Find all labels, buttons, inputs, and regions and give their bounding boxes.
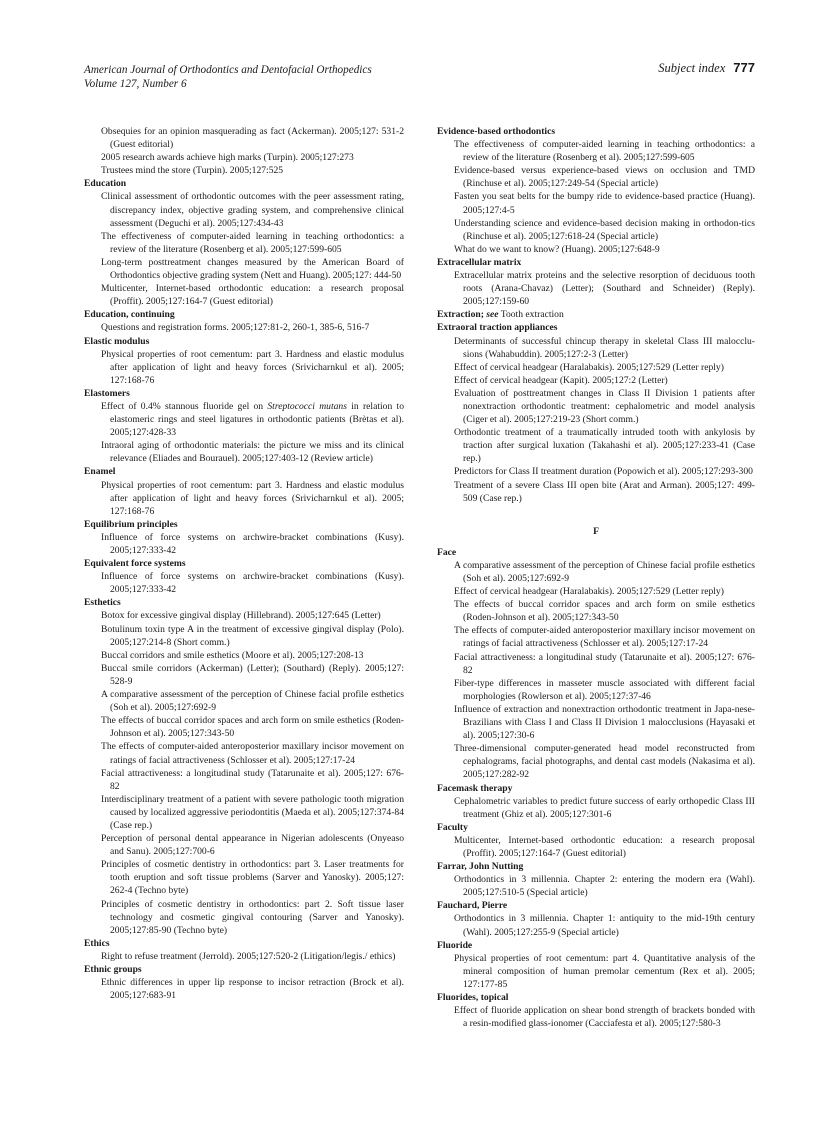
index-heading: [437, 308, 755, 321]
index-entry: Effect of cervical headgear (Haralabakis). 2005;127:529 (Letter reply): [454, 586, 724, 598]
index-heading: Equilibrium principles: [84, 518, 178, 530]
index-entry: A comparative assessment of the perception of Chinese facial profile esthetics (Soh et al). 2005;127:692-9: [101, 689, 404, 714]
index-entry: Physical properties of root cementum: part 4. Quantitative analysis of the mineral composition of human premolar cementum (Rex et al). 2005; 127:177-85: [454, 952, 755, 990]
index-heading: Education, continuing: [84, 309, 175, 321]
index-entry: Intraoral aging of orthodontic materials: the picture we miss and its clinical relevance (Eliades and Bourauel). 2005;127:403-12 (Review article): [101, 440, 404, 465]
index-entry: Influence of force systems on archwire-bracket combinations (Kusy). 2005;127:333-42: [101, 531, 404, 556]
index-entry: Treatment of a severe Class III open bite (Arat and Arman). 2005;127: 499-509 (Case rep.): [454, 479, 755, 504]
index-entry: Determinants of successful chincup therapy in skeletal Class III malocclu-sions (Wahabuddin). 2005;127:2-3 (Letter): [454, 335, 755, 360]
page-number: 777: [733, 60, 755, 75]
running-header-left: [84, 63, 372, 91]
volume-number: Volume 127, Number 6: [84, 78, 187, 90]
index-heading: Esthetics: [84, 597, 121, 609]
index-entry: Botox for excessive gingival display (Hillebrand). 2005;127:645 (Letter): [101, 610, 381, 622]
index-entry: The effectiveness of computer-aided learning in teaching orthodontics: a review of the literature (Rosenberg et al). 2005;127:599-605: [454, 139, 755, 164]
text-segment: in relation to elastomeric rings and steel ligatures in orthodontic patients (Brètas et al). 2005;127:428-33: [110, 400, 404, 439]
index-entry: Evidence-based versus experience-based views on occlusion and TMD (Rinchuse et al). 2005;127:249-54 (Special article): [454, 165, 755, 190]
index-heading: Face: [437, 546, 457, 558]
italic-text: Streptococci mutans: [267, 400, 347, 412]
index-entry: Interdisciplinary treatment of a patient with severe pathologic tooth migration caused by localized aggressive periodontitis (Maeda et al). 2005;127:374-84 (Case rep.): [101, 793, 404, 831]
index-entry: Facial attractiveness: a longitudinal study (Tatarunaite et al). 2005;127: 676-82: [454, 651, 755, 676]
index-entry: Influence of extraction and nonextraction orthodontic treatment in Japa-nese-Brazilians with Class I and Class II Division 1 malocclusions (Hayasaki et al). 2005;127:30-6: [454, 703, 755, 742]
index-entry: Principles of cosmetic dentistry in orthodontics: part 2. Soft tissue laser technology and cosmetic gingival contouring (Sarver and Yanosky). 2005;127:85-90 (Techno byte): [101, 898, 404, 936]
index-entry: Long-term posttreatment changes measured by the American Board of Orthodontics objective grading system (Nett and Huang). 2005;127: 444-50: [101, 256, 404, 282]
index-entry: The effects of computer-aided anteroposterior maxillary incisor movement on ratings of facial attractiveness (Schlosser et al). 2005;127:17-24: [454, 625, 755, 650]
index-heading: Fluorides, topical: [437, 992, 509, 1003]
index-entry: A comparative assessment of the perception of Chinese facial profile esthetics (Soh et al). 2005;127:692-9: [454, 559, 755, 584]
index-entry: Botulinum toxin type A in the treatment of excessive gingival display (Polo). 2005;127:214-8 (Short comm.): [101, 623, 404, 648]
index-heading: Extracellular matrix: [437, 256, 522, 268]
index-entry: Right to refuse treatment (Jerrold). 2005;127:520-2 (Litigation/legis./ ethics): [101, 950, 396, 962]
index-entry: Buccal corridors and smile esthetics (Moore et al). 2005;127:208-13: [101, 649, 364, 661]
index-entry: Effect of cervical headgear (Kapit). 2005;127:2 (Letter): [454, 374, 668, 386]
index-entry: Three-dimensional computer-generated head model reconstructed from cephalograms, facial photographs, and dental cast models (Nakasima et al). 2005;127:282-92: [454, 743, 755, 781]
index-entry: The effects of buccal corridor spaces and arch form on smile esthetics (Roden-Johnson et al). 2005;127:343-50: [101, 715, 404, 740]
text-segment: Extraction;: [437, 309, 487, 321]
index-entry: Principles of cosmetic dentistry in orthodontics: part 3. Laser treatments for tooth eruption and soft tissue problems (Sarver and Yanosky). 2005;127: 262-4 (Techno byte): [101, 859, 404, 897]
index-entry: The effectiveness of computer-aided learning in teaching orthodontics: a review of the literature (Rosenberg et al). 2005;127:599-605: [101, 230, 404, 255]
index-heading: Extraoral traction appliances: [437, 322, 558, 334]
index-entry: Trustees mind the store (Turpin). 2005;127:525: [101, 165, 284, 177]
index-heading: Enamel: [84, 466, 116, 478]
index-heading: Faculty: [437, 821, 468, 833]
index-entry: Orthodontics in 3 millennia. Chapter 1: antiquity to the mid-19th century (Wahl). 2005;127:255-9 (Special article): [454, 913, 755, 938]
text-segment: Effect of 0.4% stannous fluoride gel on: [101, 400, 268, 412]
index-entry: Orthodontic treatment of a traumatically intruded tooth with ankylosis by traction after surgical luxation (Takahashi et al). 2005;127:233-41 (Case rep.): [454, 427, 755, 465]
index-entry: Obsequies for an opinion masquerading as fact (Ackerman). 2005;127: 531-2 (Guest editorial): [101, 126, 404, 151]
index-entry: Fiber-type differences in masseter muscle associated with different facial morphologies (Rowlerson et al). 2005;127:37-46: [454, 677, 755, 702]
right-column: [437, 125, 755, 1030]
index-entry: Understanding science and evidence-based decision making in orthodon-tics (Rinchuse et al). 2005;127:618-24 (Special article): [454, 217, 755, 242]
index-heading: Elastic modulus: [84, 335, 150, 347]
index-heading: Elastomers: [84, 387, 130, 399]
index-entry: Buccal smile corridors (Ackerman) (Letter); (Southard) (Reply). 2005;127: 528-9: [101, 662, 404, 687]
index-heading: Ethnic groups: [84, 964, 142, 975]
left-column: [84, 125, 404, 1002]
index-entry: Questions and registration forms. 2005;127:81-2, 260-1, 385-6, 516-7: [101, 322, 370, 334]
index-entry: Evaluation of posttreatment changes in Class II Division 1 patients after nonextraction orthodontic treatment: cephalometric and model analysis (Ciger et al). 2005;127:219-23 (Short comm.): [454, 387, 755, 426]
index-entry: Effect of fluoride application on shear bond strength of brackets bonded with a resin-modified glass-ionomer (Cacciafesta et al). 2005;127:580-3: [454, 1005, 755, 1030]
section-title: Subject index: [658, 61, 726, 75]
index-entry: Clinical assessment of orthodontic outcomes with the peer assessment rating, discrepancy index, objective grading system, and comprehensive clinical assessment (Deguchi et al). 2005;127:434-43: [101, 191, 404, 229]
italic-text: see: [486, 309, 499, 321]
index-entry: Influence of force systems on archwire-bracket combinations (Kusy). 2005;127:333-42: [101, 571, 404, 596]
index-heading: Evidence-based orthodontics: [437, 126, 556, 137]
index-entry: What do we want to know? (Huang). 2005;127:648-9: [454, 243, 660, 255]
index-entry: Multicenter, Internet-based orthodontic education: a research proposal (Proffit). 2005;127:164-7 (Guest editorial): [454, 834, 755, 859]
index-entry: Predictors for Class II treatment duration (Popowich et al). 2005;127:293-300: [454, 466, 753, 478]
index-entry: Fasten you seat belts for the bumpy ride to evidence-based practice (Huang). 2005;127:4-5: [454, 191, 755, 216]
text-segment: Tooth extraction: [498, 309, 564, 321]
index-entry: [84, 400, 404, 439]
letter-divider: F: [593, 525, 599, 537]
index-entry: The effects of computer-aided anteroposterior maxillary incisor movement on ratings of facial attractiveness (Schlosser et al). 2005;127:17-24: [101, 741, 404, 766]
index-entry: Physical properties of root cementum: part 3. Hardness and elastic modulus after application of light and heavy forces (Srivicharnkul et al). 2005; 127:168-76: [101, 479, 404, 517]
running-header-right: [658, 61, 755, 75]
index-entry: The effects of buccal corridor spaces and arch form on smile esthetics (Roden-Johnson et al). 2005;127:343-50: [454, 599, 755, 624]
index-heading: Facemask therapy: [437, 782, 513, 794]
index-heading: Fluoride: [437, 939, 473, 951]
journal-title: American Journal of Orthodontics and Dentofacial Orthopedics: [84, 64, 372, 76]
index-entry: Facial attractiveness: a longitudinal study (Tatarunaite et al). 2005;127: 676-82: [101, 767, 404, 792]
index-entry: Cephalometric variables to predict future success of early orthopedic Class III treatment (Ghiz et al). 2005;127:301-6: [454, 795, 755, 820]
index-entry: Orthodontics in 3 millennia. Chapter 2: entering the modern era (Wahl). 2005;127:510-5 (Special article): [454, 874, 755, 899]
index-entry: Perception of personal dental appearance in Nigerian adolescents (Onyeaso and Sanu). 2005;127:700-6: [101, 833, 404, 858]
index-entry: Effect of cervical headgear (Haralabakis). 2005;127:529 (Letter reply): [454, 361, 724, 373]
index-heading: Ethics: [84, 937, 110, 949]
index-heading: Farrar, John Nutting: [437, 861, 524, 873]
index-heading: Education: [84, 178, 127, 190]
index-heading: Fauchard, Pierre: [437, 900, 508, 912]
index-entry: Ethnic differences in upper lip response to incisor retraction (Brock et al). 2005;127:683-91: [101, 977, 404, 1002]
index-entry: Multicenter, Internet-based orthodontic education: a research proposal (Proffit). 2005;127:164-7 (Guest editorial): [101, 283, 404, 308]
index-entry: 2005 research awards achieve high marks (Turpin). 2005;127:273: [101, 152, 354, 164]
index-entry: Extracellular matrix proteins and the selective resorption of deciduous tooth roots (Arana-Chavaz) (Letter); (Southard and Schneider) (Reply). 2005;127:159-60: [454, 270, 755, 308]
index-heading: Equivalent force systems: [84, 558, 186, 570]
index-entry: Physical properties of root cementum: part 3. Hardness and elastic modulus after application of light and heavy forces (Srivicharnkul et al). 2005; 127:168-76: [101, 348, 404, 386]
